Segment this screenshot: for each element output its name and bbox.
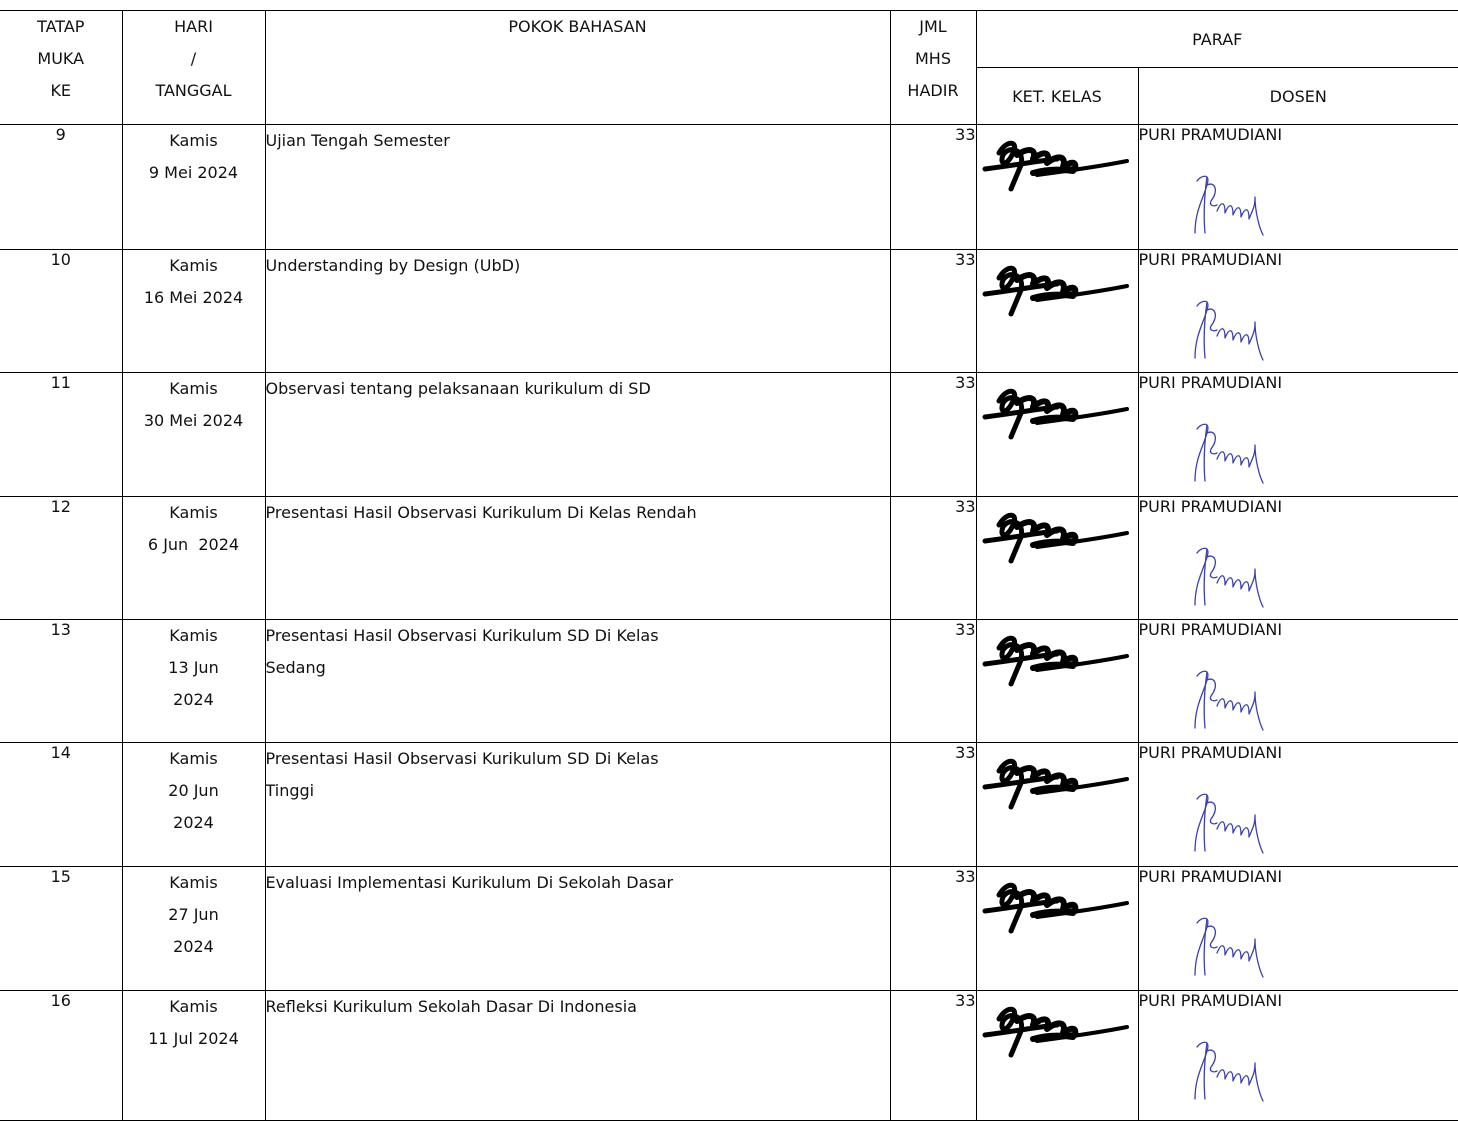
topic-cell <box>265 250 890 373</box>
lecturer-cell <box>1138 867 1458 991</box>
date-line: 2024 <box>123 807 265 839</box>
class-rep-signature <box>977 250 1139 350</box>
header-meeting-line: KE <box>0 75 122 107</box>
topic-line: Presentasi Hasil Observasi Kurikulum SD Di Kelas <box>266 620 890 652</box>
topic-cell <box>265 125 890 250</box>
table-row <box>0 497 1458 620</box>
lecturer-cell <box>1138 991 1458 1121</box>
date-line: 30 Mei 2024 <box>123 405 265 437</box>
topic-line: Sedang <box>266 652 890 684</box>
class-rep-cell <box>976 991 1138 1121</box>
lecturer-name: PURI PRAMUDIANI <box>1139 373 1458 392</box>
topic-line: Refleksi Kurikulum Sekolah Dasar Di Indonesia <box>266 991 890 1023</box>
header-date-line: HARI <box>123 11 265 43</box>
date-cell <box>122 250 265 373</box>
date-line: 11 Jul 2024 <box>123 1023 265 1055</box>
lecturer-cell <box>1138 497 1458 620</box>
meeting-number: 13 <box>0 620 122 743</box>
topic-cell <box>265 497 890 620</box>
lecturer-name: PURI PRAMUDIANI <box>1139 867 1458 886</box>
lecturer-name: PURI PRAMUDIANI <box>1139 743 1458 762</box>
class-rep-signature <box>977 743 1139 843</box>
attendance-count: 33 <box>890 250 976 373</box>
day-label: Kamis <box>123 497 265 529</box>
header-count-line: JML <box>891 11 976 43</box>
attendance-count: 33 <box>890 867 976 991</box>
attendance-count: 33 <box>890 620 976 743</box>
attendance-count: 33 <box>890 373 976 497</box>
header-meeting-line: TATAP <box>0 11 122 43</box>
class-rep-cell <box>976 743 1138 867</box>
class-rep-cell <box>976 620 1138 743</box>
topic-cell <box>265 867 890 991</box>
date-line: 2024 <box>123 931 265 963</box>
date-line: 20 Jun <box>123 775 265 807</box>
table-row <box>0 250 1458 373</box>
attendance-table <box>0 10 1458 1121</box>
lecturer-signature <box>1189 1037 1279 1107</box>
header-date-line: / <box>123 43 265 75</box>
topic-line: Evaluasi Implementasi Kurikulum Di Sekolah Dasar <box>266 867 890 899</box>
date-line: 6 Jun 2024 <box>123 529 265 561</box>
attendance-count: 33 <box>890 991 976 1121</box>
class-rep-cell <box>976 125 1138 250</box>
topic-line: Understanding by Design (UbD) <box>266 250 890 282</box>
meeting-number: 11 <box>0 373 122 497</box>
lecturer-name: PURI PRAMUDIANI <box>1139 125 1458 144</box>
header-meeting <box>0 11 122 125</box>
header-paraf: PARAF <box>976 11 1458 68</box>
lecturer-signature <box>1189 913 1279 983</box>
topic-line: Presentasi Hasil Observasi Kurikulum SD Di Kelas <box>266 743 890 775</box>
date-line: 27 Jun <box>123 899 265 931</box>
day-label: Kamis <box>123 373 265 405</box>
meeting-number: 15 <box>0 867 122 991</box>
header-count-line: MHS <box>891 43 976 75</box>
attendance-count: 33 <box>890 125 976 250</box>
date-cell <box>122 620 265 743</box>
table-row <box>0 743 1458 867</box>
meeting-number: 14 <box>0 743 122 867</box>
class-rep-signature <box>977 373 1139 473</box>
topic-cell <box>265 620 890 743</box>
header-count <box>890 11 976 125</box>
date-cell <box>122 497 265 620</box>
class-rep-cell <box>976 250 1138 373</box>
lecturer-signature <box>1189 296 1279 366</box>
class-rep-signature <box>977 497 1139 597</box>
date-line: 16 Mei 2024 <box>123 282 265 314</box>
class-rep-signature <box>977 867 1139 967</box>
class-rep-cell <box>976 373 1138 497</box>
topic-line: Presentasi Hasil Observasi Kurikulum Di Kelas Rendah <box>266 497 890 529</box>
day-label: Kamis <box>123 620 265 652</box>
date-cell <box>122 867 265 991</box>
lecturer-cell <box>1138 620 1458 743</box>
lecturer-cell <box>1138 743 1458 867</box>
day-label: Kamis <box>123 250 265 282</box>
header-date <box>122 11 265 125</box>
meeting-number: 9 <box>0 125 122 250</box>
table-body <box>0 125 1458 1121</box>
date-cell <box>122 373 265 497</box>
lecturer-signature <box>1189 419 1279 489</box>
table-row <box>0 867 1458 991</box>
attendance-count: 33 <box>890 743 976 867</box>
date-cell <box>122 991 265 1121</box>
meeting-number: 12 <box>0 497 122 620</box>
header-topic: POKOK BAHASAN <box>265 11 890 125</box>
date-line: 13 Jun <box>123 652 265 684</box>
topic-cell <box>265 373 890 497</box>
header-date-line: TANGGAL <box>123 75 265 107</box>
day-label: Kamis <box>123 991 265 1023</box>
table-row <box>0 125 1458 250</box>
lecturer-signature <box>1189 666 1279 736</box>
topic-line: Tinggi <box>266 775 890 807</box>
header-lecturer: DOSEN <box>1138 68 1458 125</box>
header-count-line: HADIR <box>891 75 976 107</box>
lecturer-cell <box>1138 125 1458 250</box>
table-row <box>0 620 1458 743</box>
date-line: 9 Mei 2024 <box>123 157 265 189</box>
lecturer-signature <box>1189 543 1279 613</box>
class-rep-signature <box>977 620 1139 720</box>
attendance-count: 33 <box>890 497 976 620</box>
table-row <box>0 373 1458 497</box>
lecturer-name: PURI PRAMUDIANI <box>1139 991 1458 1010</box>
class-rep-signature <box>977 991 1139 1091</box>
day-label: Kamis <box>123 867 265 899</box>
meeting-number: 16 <box>0 991 122 1121</box>
class-rep-signature <box>977 125 1139 225</box>
lecturer-cell <box>1138 250 1458 373</box>
lecturer-name: PURI PRAMUDIANI <box>1139 250 1458 269</box>
class-rep-cell <box>976 497 1138 620</box>
class-rep-cell <box>976 867 1138 991</box>
lecturer-cell <box>1138 373 1458 497</box>
day-label: Kamis <box>123 743 265 775</box>
header-class-rep: KET. KELAS <box>976 68 1138 125</box>
lecturer-name: PURI PRAMUDIANI <box>1139 620 1458 639</box>
date-cell <box>122 125 265 250</box>
topic-line: Observasi tentang pelaksanaan kurikulum di SD <box>266 373 890 405</box>
topic-line: Ujian Tengah Semester <box>266 125 890 157</box>
lecturer-signature <box>1189 789 1279 859</box>
lecturer-name: PURI PRAMUDIANI <box>1139 497 1458 516</box>
day-label: Kamis <box>123 125 265 157</box>
date-line: 2024 <box>123 684 265 716</box>
lecturer-signature <box>1189 171 1279 241</box>
topic-cell <box>265 991 890 1121</box>
meeting-number: 10 <box>0 250 122 373</box>
table-row <box>0 991 1458 1121</box>
header-meeting-line: MUKA <box>0 43 122 75</box>
topic-cell <box>265 743 890 867</box>
date-cell <box>122 743 265 867</box>
